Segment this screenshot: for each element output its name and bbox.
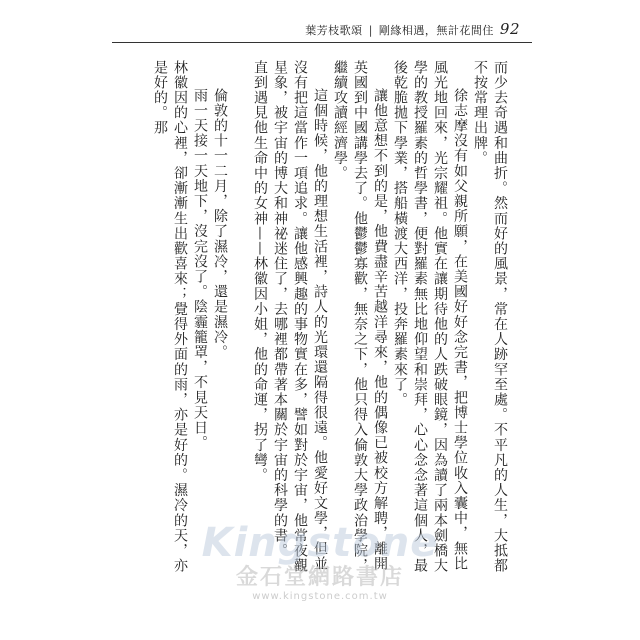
chapter-title: 剛緣相遇，無計花間住 [378,24,494,37]
paragraph-spacer [230,60,250,580]
watermark-logo: Kingstone [201,520,439,566]
paragraph: 而少去奇遇和曲折。然而好的風景，常在人跡罕至處。不平凡的人生，大抵都不按常理出牌。 [472,60,508,574]
paragraph: 徐志摩沒有如父親所願，在美國好好念完書，把博士學位收入囊中，無比風光地回來，光宗耀祖。他實在讓期待他的人跌破眼鏡，因為讀了兩本劍橋大學的教授羅素的哲學書，便對羅素無比地仰望和崇拜，心心念念著這個人，最後乾脆拋下學業，搭船橫渡大西洋，投奔羅素來了。 [392,60,468,574]
book-title: 葉芳枝歌頌 [305,24,363,37]
paragraph: 直到遇見他生命中的女神——林徽因小姐，他的命運，拐了彎。 [252,60,268,483]
header-separator: | [368,24,373,37]
running-header [305,20,520,38]
watermark-url: www.kingstone.com.tw [252,591,388,602]
page-number: 92 [499,20,520,38]
vertical-body-text [150,60,510,580]
paragraph: 讓他意想不到的是，他費盡辛苦越洋尋來，他的偶像已被校方解聘，離開英國到中國講學去了。他鬱鬱寡歡，無奈之下，他只得入倫敦大學政治學院，繼續攻讀經濟學。 [332,60,388,574]
paragraph: 這個時候，他的理想生活裡，詩人的光環還隔得很遠。他愛好文學，但並沒有把這當作一項追求。讓他感興趣的事物實在多，譬如對於宇宙，他常夜觀星象，被宇宙的博大和神祕迷住了，去哪裡都帶著本關於宇宙的科學的書。 [272,60,328,574]
paragraph: 雨一天接一天地下，沒完沒了。陰霾籠罩，不見天日。 [192,88,208,451]
watermark-store-name: 金石堂網路書店 [235,564,404,590]
header-rule [112,42,532,43]
paragraph: 倫敦的十一二月，除了濕冷，還是濕冷。 [212,88,228,360]
paragraph: 林徽因的心裡，卻漸漸生出歡喜來；覺得外面的雨，亦是好的。濕冷的天，亦是好的。那 [152,60,188,574]
